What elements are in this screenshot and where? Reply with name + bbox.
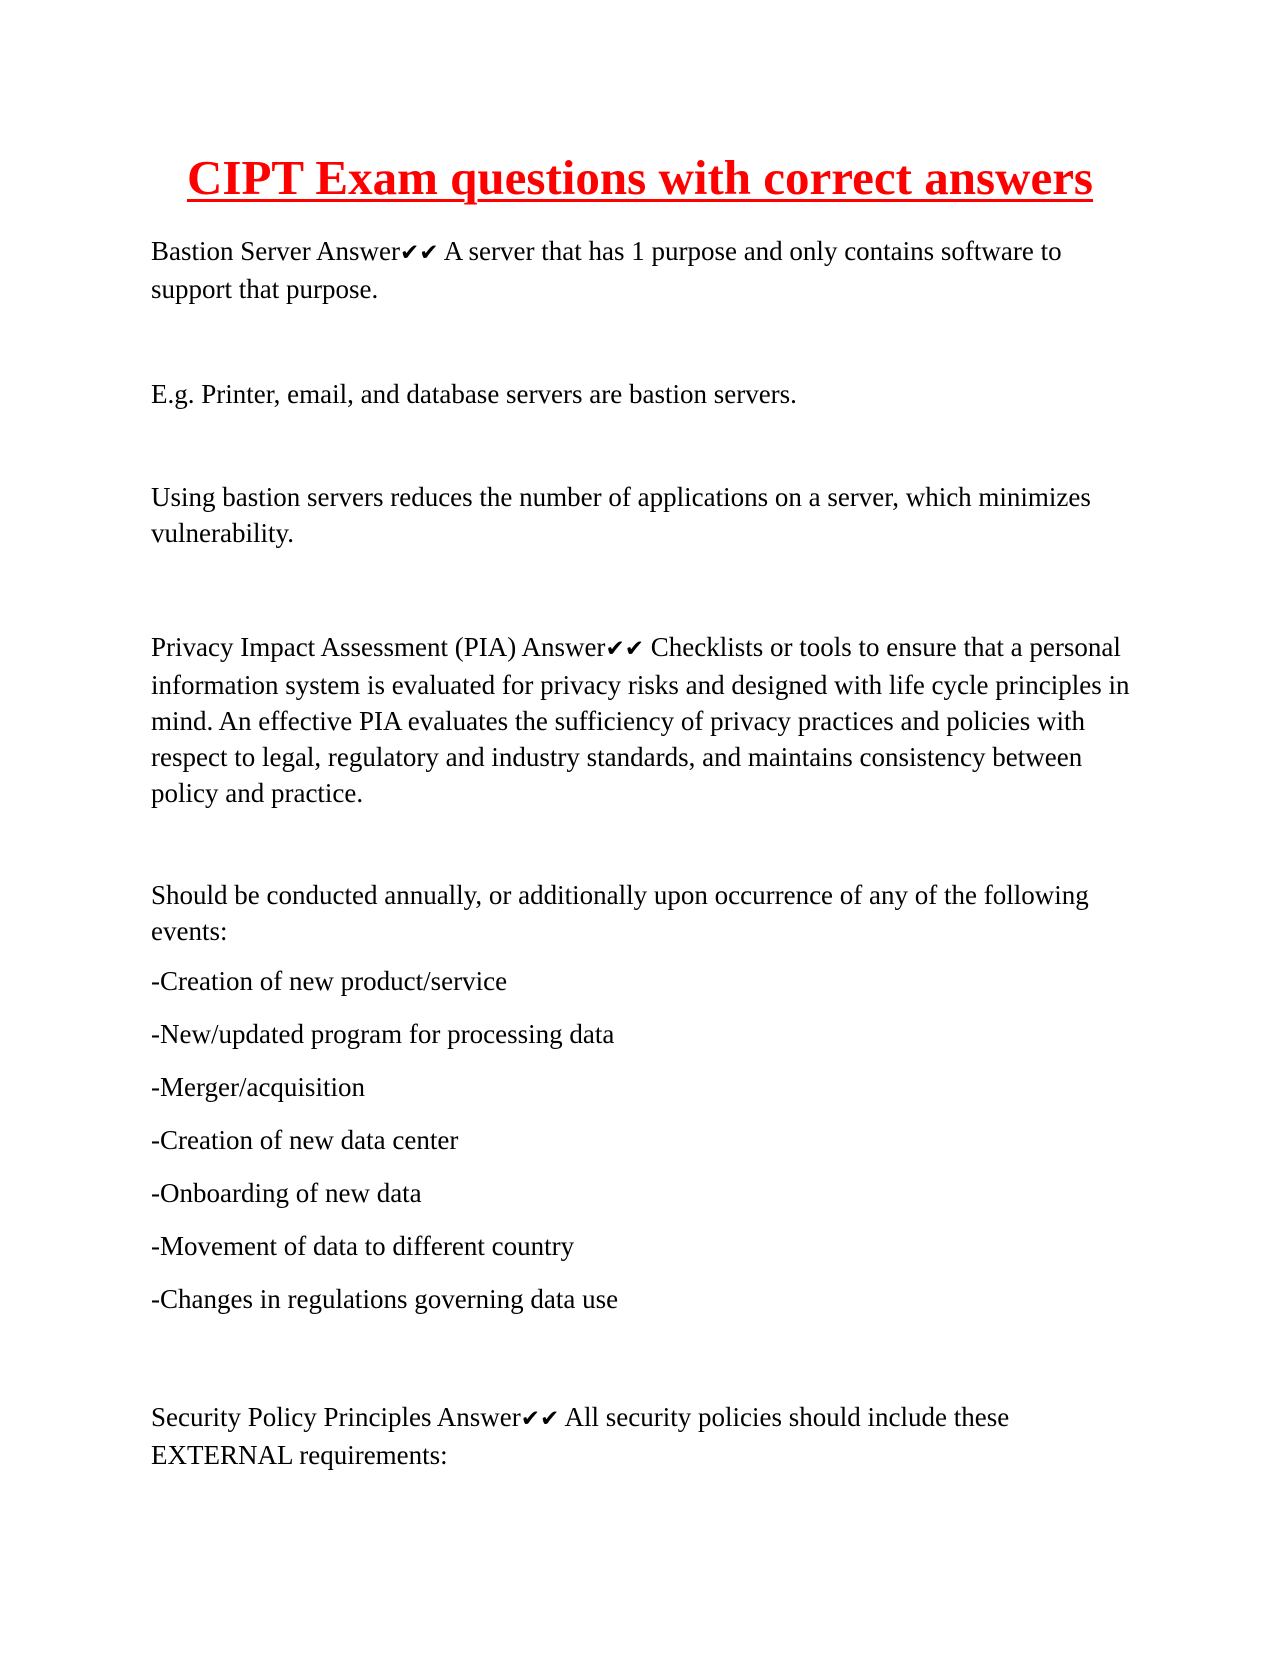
double-check-icon: ✔✔ bbox=[399, 240, 439, 266]
document-title: CIPT Exam questions with correct answers bbox=[186, 150, 1094, 205]
qa-answer: All security policies should include these EXTERNAL requirements: bbox=[151, 1402, 1010, 1470]
qa-term: Bastion Server Answer bbox=[151, 236, 400, 266]
list-item: -Creation of new product/service bbox=[151, 966, 508, 996]
double-check-icon: ✔✔ bbox=[605, 636, 644, 662]
qa-answer: A server that has 1 purpose and only contains software to support that purpose. bbox=[151, 236, 1062, 304]
qa-term: Privacy Impact Assessment (PIA) Answer bbox=[151, 632, 606, 662]
pia-conduct-note: Should be conducted annually, or additionally upon occurrence of any of the following events: bbox=[151, 880, 1089, 946]
list-item: -New/updated program for processing data bbox=[151, 1019, 615, 1049]
qa-term: Security Policy Principles Answer bbox=[151, 1402, 521, 1432]
list-item: -Onboarding of new data bbox=[151, 1178, 422, 1208]
list-item: -Changes in regulations governing data use bbox=[151, 1284, 619, 1314]
list-item: -Movement of data to different country bbox=[151, 1231, 575, 1261]
bastion-example-note: E.g. Printer, email, and database servers are bastion servers. bbox=[151, 379, 797, 409]
qa-bastion-server bbox=[151, 233, 1136, 307]
qa-security-policy-principles bbox=[151, 1399, 1136, 1473]
qa-answer: Checklists or tools to ensure that a personal information system is evaluated for privacy risks and designed with life cycle principles in mind. An effective PIA evaluates the sufficiency of privacy practices and policies with respect to legal, regulatory and industry standards, and maintains consistency between policy and practice. bbox=[151, 632, 1130, 808]
qa-privacy-impact-assessment bbox=[151, 629, 1136, 811]
list-item: -Merger/acquisition bbox=[151, 1072, 365, 1102]
bastion-benefit-note: Using bastion servers reduces the number of applications on a server, which minimizes vulnerability. bbox=[151, 482, 1091, 548]
double-check-icon: ✔✔ bbox=[520, 1406, 560, 1432]
list-item: -Creation of new data center bbox=[151, 1125, 459, 1155]
